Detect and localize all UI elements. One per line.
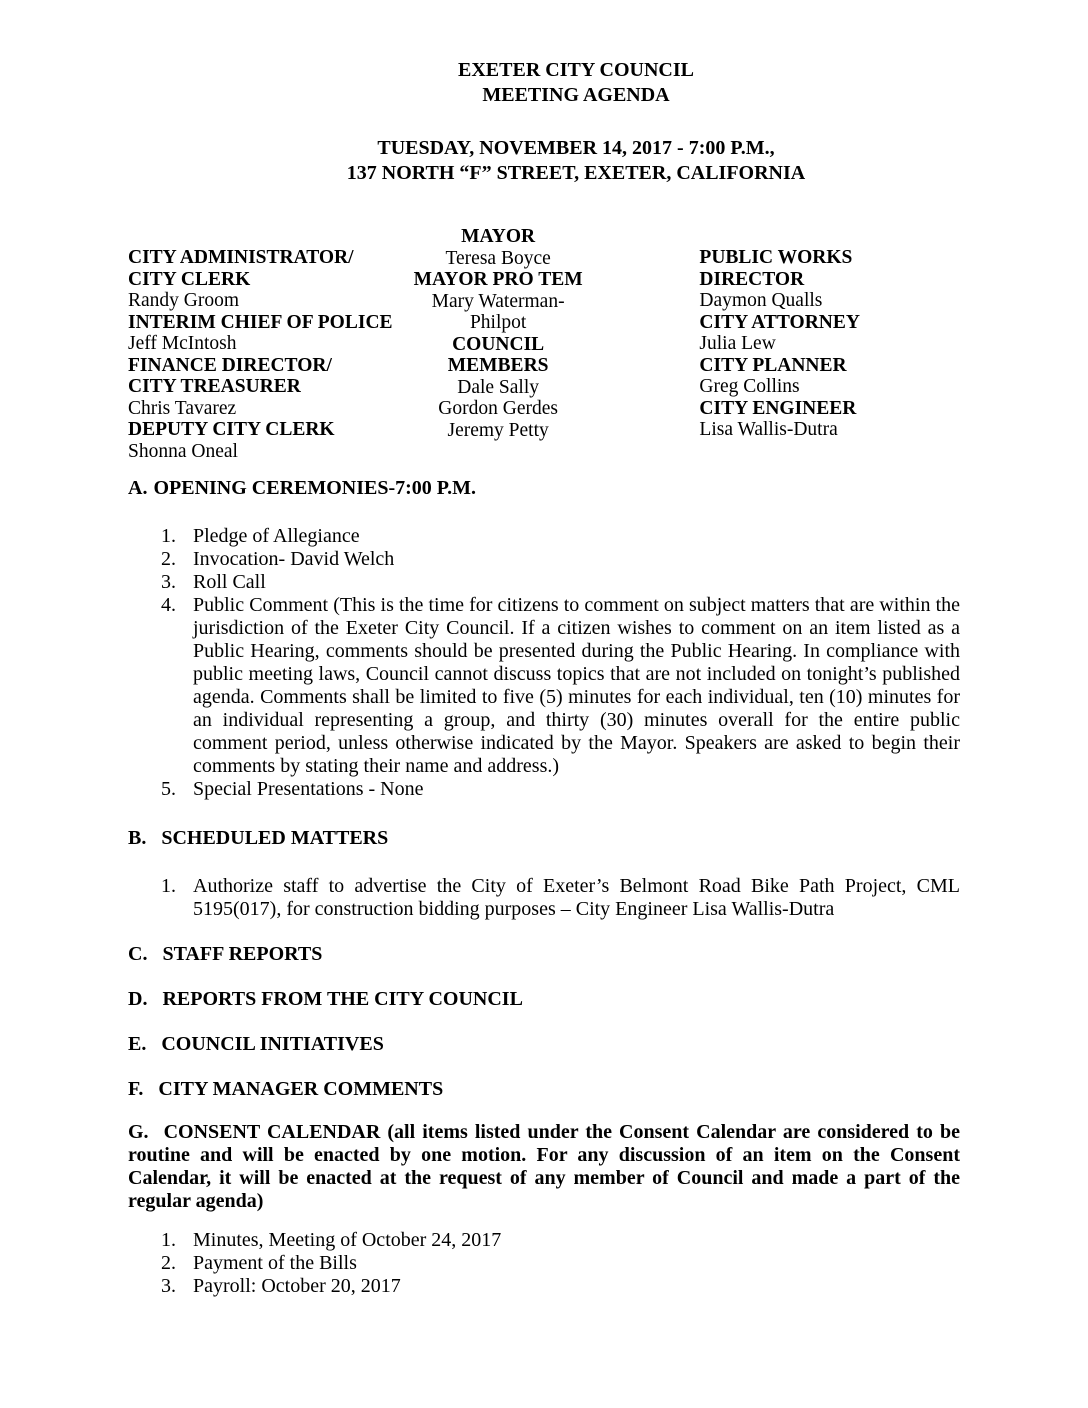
section-letter: G. (128, 1121, 149, 1143)
section-letter: E. (128, 1033, 147, 1055)
official-name: Mary Waterman-Philpot (431, 290, 565, 333)
list-item (161, 1229, 960, 1252)
official-name: Daymon Qualls (699, 290, 823, 311)
list-item (161, 571, 960, 594)
section-c-heading (128, 943, 960, 966)
list-item (161, 1252, 960, 1275)
official-name: Gordon Gerdes (438, 398, 558, 419)
list-item (161, 548, 960, 571)
document-title-line2: MEETING AGENDA (482, 84, 670, 106)
official-title: INTERIM CHIEF OF POLICE (128, 311, 393, 333)
section-letter: F. (128, 1078, 144, 1100)
official-name: Jeremy Petty (447, 419, 549, 441)
official-title: CITY PLANNER (699, 354, 847, 376)
item-text: Roll Call (193, 571, 266, 593)
item-text: Payment of the Bills (193, 1252, 357, 1274)
official-title: MAYOR (461, 226, 536, 247)
item-text: Minutes, Meeting of October 24, 2017 (193, 1229, 502, 1251)
item-number: 2. (161, 1252, 176, 1274)
item-number: 1. (161, 1229, 176, 1251)
officials-right-column (699, 226, 960, 462)
official-name: Lisa Wallis-Dutra (699, 419, 838, 440)
item-text: Authorize staff to advertise the City of Exeter’s Belmont Road Bike Path Project, CML 5195(017), for construction bidding purposes – City Engineer Lisa Wallis-Dutra (193, 875, 960, 920)
official-title: PUBLIC WORKS DIRECTOR (699, 247, 853, 290)
item-number: 2. (161, 548, 176, 570)
section-b-heading (128, 827, 960, 850)
section-letter: A. (128, 477, 148, 499)
section-consent-calendar (128, 1121, 960, 1298)
section-title: REPORTS FROM THE CITY COUNCIL (162, 988, 523, 1010)
item-number: 5. (161, 778, 176, 800)
section-title: CONSENT CALENDAR (all items listed under the Consent Calendar are considered to be routine and will be enacted by one motion. For any discussion of an item on the Consent Calendar, it will be enacted at the request of any member of Council and made a part of the regular agenda) (128, 1121, 960, 1212)
section-g-items (128, 1229, 960, 1298)
officials-center-column (408, 226, 589, 462)
list-item (161, 1275, 960, 1298)
section-letter: B. (128, 827, 147, 849)
official-name: Randy Groom (128, 290, 240, 311)
official-name: Teresa Boyce (445, 247, 551, 269)
section-letter: C. (128, 943, 148, 965)
section-e-heading (128, 1033, 960, 1056)
item-number: 1. (161, 525, 176, 547)
official-title: CITY ATTORNEY (699, 311, 860, 333)
official-title: CITY TREASURER (128, 376, 301, 397)
official-title: CITY CLERK (128, 268, 251, 290)
list-item (161, 875, 960, 921)
item-text: Public Comment (This is the time for citizens to comment on subject matters that are within the jurisdiction of the Exeter City Council. If a citizen wishes to comment on an item listed as a Public Hearing, comments should be presented during the Public Hearing. In compliance with public meeting laws, Council cannot discuss topics that are not included on tonight’s published agenda. Comments shall be limited to five (5) minutes for each individual, ten (10) minutes for an individual representing a group, and thirty (30) minutes overall for the entire public comment period, unless otherwise indicated by the Mayor. Speakers are asked to begin their comments by stating their name and address.) (193, 594, 960, 777)
section-letter: D. (128, 988, 148, 1010)
official-name: Chris Tavarez (128, 397, 237, 419)
section-scheduled-matters (128, 827, 960, 921)
section-g-heading (128, 1121, 960, 1213)
section-f-heading (128, 1078, 960, 1101)
official-name: Jeff McIntosh (128, 333, 237, 354)
official-title: MAYOR PRO TEM (413, 269, 583, 290)
official-title: CITY ENGINEER (699, 397, 857, 419)
official-name: Julia Lew (699, 333, 776, 354)
official-title: COUNCIL MEMBERS (447, 333, 549, 376)
section-opening-ceremonies (128, 477, 960, 801)
item-number: 3. (161, 1275, 176, 1297)
section-title: OPENING CEREMONIES-7:00 P.M. (153, 477, 477, 499)
official-name: Greg Collins (699, 376, 800, 397)
meeting-datetime: TUESDAY, NOVEMBER 14, 2017 - 7:00 P.M., (377, 137, 775, 159)
item-text: Special Presentations - None (193, 778, 424, 800)
section-a-heading (128, 477, 960, 500)
section-title: STAFF REPORTS (162, 943, 323, 965)
document-title-line1: EXETER CITY COUNCIL (458, 59, 694, 81)
meeting-location: 137 NORTH “F” STREET, EXETER, CALIFORNIA (346, 162, 806, 184)
list-item (161, 525, 960, 548)
document-header (128, 58, 1024, 186)
item-text: Pledge of Allegiance (193, 525, 360, 547)
item-number: 3. (161, 571, 176, 593)
section-d-heading (128, 988, 960, 1011)
list-item (161, 778, 960, 801)
official-name: Dale Sally (457, 376, 540, 398)
official-title: FINANCE DIRECTOR/ (128, 354, 332, 376)
list-item (161, 594, 960, 778)
section-title: SCHEDULED MATTERS (161, 827, 389, 849)
section-title: CITY MANAGER COMMENTS (158, 1078, 444, 1100)
section-b-items (128, 875, 960, 921)
officials-left-column (128, 226, 408, 462)
officials-block (128, 226, 960, 462)
item-text: Payroll: October 20, 2017 (193, 1275, 401, 1297)
section-a-items (128, 525, 960, 801)
item-number: 4. (161, 594, 176, 616)
official-title: CITY ADMINISTRATOR/ (128, 247, 354, 268)
item-text: Invocation- David Welch (193, 548, 395, 570)
official-title: DEPUTY CITY CLERK (128, 419, 335, 440)
official-name: Shonna Oneal (128, 440, 238, 462)
item-number: 1. (161, 875, 176, 897)
section-title: COUNCIL INITIATIVES (161, 1033, 384, 1055)
